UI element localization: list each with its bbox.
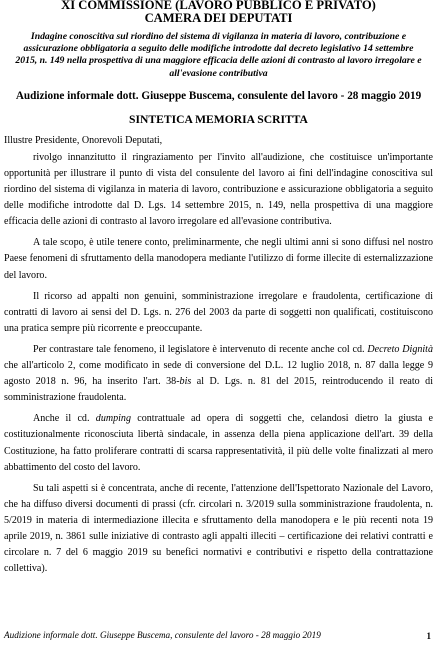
paragraph-4-text-e: al D. Lgs. n. 81 del 2015, reintroducendo il reato di somministrazione fraudolenta. [4,376,433,404]
paragraph-5 [4,411,433,475]
paragraph-4 [4,342,433,406]
memo-title: SINTETICA MEMORIA SCRITTA [129,112,308,126]
footer-text: Audizione informale dott. Giuseppe Buscema, consulente del lavoro - 28 maggio 2019 [4,630,321,640]
chamber-title: CAMERA DEI DEPUTATI [144,11,293,25]
bis-term: bis [179,376,192,388]
paragraph-4-text-a: Per contrastare tale fenomeno, il legislatore è intervenuto di recente anche col cd. [33,343,368,355]
paragraph-4-text-c: che all'articolo 2, come modificato in sede di conversione del D.L. 12 luglio 2018, n. 87 dalla legge 9 agosto 2018 n. 96, ha inserito l'art. 38- [4,360,433,388]
paragraph-5-text-a: Anche il cd. [33,413,96,425]
salutation: Illustre Presidente, Onorevoli Deputati, [4,134,163,146]
inquiry-title: Indagine conoscitiva sul riordino del sistema di vigilanza in materia di lavoro, contribuzione e assicurazione obbligatoria a seguito delle modifiche introdotte dal decreto legislativo 14 settembre 2015, n. 149 nella prospettiva di una maggiore efficacia delle azioni di contrasto al lavoro irregolare e all'evasione contributiva [15,31,422,79]
page-number: 1 [426,631,431,641]
committee-title: XI COMMISSIONE (LAVORO PUBBLICO E PRIVATO) [61,0,376,12]
page-footer [4,629,433,641]
decreto-dignita-term: Decreto Dignità [367,343,434,355]
dumping-term: dumping [95,413,131,425]
paragraph-6: Su tali aspetti si è concentrata, anche di recente, l'attenzione dell'Ispettorato Nazionale del Lavoro, che ha diffuso diversi documenti di prassi (cfr. circolari n. 3/2019 sulla somministrazione fraudolenta, n. 5/2019 in materia di intermediazione illecita e sfruttamento della manodopera e le più recenti nota 19 aprile 2019, n. 3861 sulle iniziative di contrasto agli appalti illeciti – certificazione dei relativi contratti e circolare n. 7 del 6 maggio 2019 su benefici normativi e contributivi e rispetto della contrattazione collettiva). [4,482,433,575]
paragraph-2: A tale scopo, è utile tenere conto, preliminarmente, che negli ultimi anni si sono diffusi nel nostro Paese fenomeni di sfruttamento della manodopera mediante l'utilizzo di forme illecite di esternalizzazione del lavoro. [4,237,433,281]
paragraph-3: Il ricorso ad appalti non genuini, somministrazione irregolare e fraudolenta, certificazione di contratti di lavoro ai sensi del D. Lgs. n. 276 del 2003 da parte di soggetti non qualificati, costituiscono una pratica sempre più ricorrente e preoccupante. [4,290,433,334]
paragraph-5-text-c: contrattuale ad opera di soggetti che, celandosi dietro la giusta e costituzionalmente riconosciuta libertà sindacale, in assenza della piena applicazione dell'art. 39 della Costituzione, ha fatto proliferare contratti di scarsa rappresentatività, il più delle volte finalizzati al mero abbattimento del costo del lavoro. [4,413,433,473]
hearing-line: Audizione informale dott. Giuseppe Buscema, consulente del lavoro - 28 maggio 2019 [15,89,422,102]
paragraph-1: rivolgo innanzitutto il ringraziamento per l'invito all'audizione, che costituisce un'importante opportunità per illustrare il punto di vista del consulente del lavoro ai fini dell'indagine conoscitiva sul riordino del sistema di vigilanza in materia di lavoro, contribuzione e assicurazione obbligatoria a seguito delle modifiche introdotte dal D. Lgs. 14 settembre 2015, n. 149, nella prospettiva di una maggiore efficacia delle azioni di contrasto al lavoro irregolare ed all'evasione contributiva. [4,151,433,228]
